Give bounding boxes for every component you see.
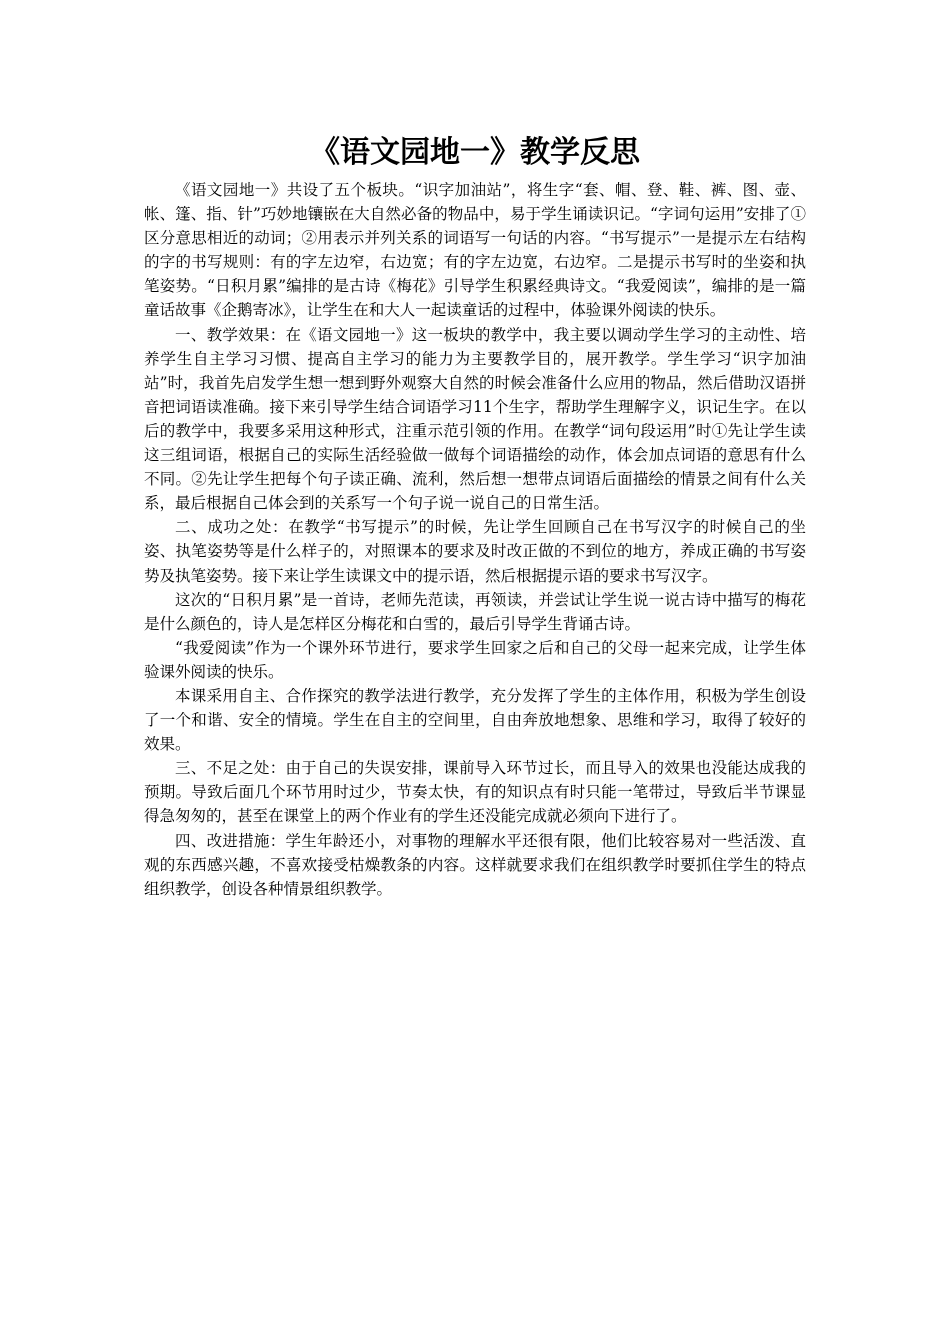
paragraph-intro: 《语文园地一》共设了五个板块。“识字加油站”，将生字“套、帽、登、鞋、裤、图、壶、帐、篷、指、针”巧妙地镶嵌在大自然必备的物品中，易于学生诵读识记。“字词句运用”安排了①区分意思相近的动词；②用表示并列关系的词语写一句话的内容。“书写提示”一是提示左右结构的字的书写规则：有的字左边窄，右边宽；有的字左边宽，右边窄。二是提示书写时的坐姿和执笔姿势。“日积月累”编排的是古诗《梅花》引导学生积累经典诗文。“我爱阅读”，编排的是一篇童话故事《企鹅寄冰》，让学生在和大人一起读童话的过程中，体验课外阅读的快乐。 — [144, 181, 806, 320]
document-title: 《语文园地一》教学反思 — [310, 135, 640, 170]
paragraph-teaching-effect: 一、教学效果：在《语文园地一》这一板块的教学中，我主要以调动学生学习的主动性、培养学生自主学习习惯、提高自主学习的能力为主要教学目的，展开教学。学生学习“识字加油站”时，我首先启发学生想一想到野外观察大自然的时候会准备什么应用的物品，然后借助汉语拼音把词语读准确。接下来引导学生结合词语学习11个生字，帮助学生理解字义，识记生字。在以后的教学中，我要多采用这种形式，注重示范引领的作用。在教学“词句段运用”时①先让学生读这三组词语，根据自己的实际生活经验做一做每个词语描绘的动作，体会加点词语的意思有什么不同。②先让学生把每个句子读正确、流利，然后想一想带点词语后面描绘的情景之间有什么关系，最后根据自己体会到的关系写一个句子说一说自己的日常生活。 — [144, 325, 806, 513]
paragraph-success: 二、成功之处：在教学“书写提示”的时候，先让学生回顾自己在书写汉字的时候自己的坐姿、执笔姿势等是什么样子的，对照课本的要求及时改正做的不到位的地方，养成正确的书写姿势及执笔姿势。接下来让学生读课文中的提示语，然后根据提示语的要求书写汉字。 — [144, 518, 806, 585]
paragraph-improvements: 四、改进措施：学生年龄还小，对事物的理解水平还很有限，他们比较容易对一些活泼、直观的东西感兴趣，不喜欢接受枯燥教条的内容。这样就要求我们在组织教学时要抓住学生的特点组织教学，创设各种情景组织教学。 — [144, 831, 806, 898]
paragraph-poem: 这次的“日积月累”是一首诗，老师先范读，再领读，并尝试让学生说一说古诗中描写的梅花是什么颜色的，诗人是怎样区分梅花和白雪的，最后引导学生背诵古诗。 — [144, 590, 806, 633]
document-body — [144, 178, 806, 901]
paragraph-reading: “我爱阅读”作为一个课外环节进行，要求学生回家之后和自己的父母一起来完成，让学生体验课外阅读的快乐。 — [144, 638, 806, 681]
paragraph-method: 本课采用自主、合作探究的教学法进行教学，充分发挥了学生的主体作用，积极为学生创设了一个和谐、安全的情境。学生在自主的空间里，自由奔放地想象、思维和学习，取得了较好的效果。 — [144, 686, 806, 754]
paragraph-shortcomings: 三、不足之处：由于自己的失误安排，课前导入环节过长，而且导入的效果也没能达成我的预期。导致后面几个环节用时过少，节奏太快，有的知识点有时只能一笔带过，导致后半节课显得急匆匆的，甚至在课堂上的两个作业有的学生还没能完成就必须向下进行了。 — [144, 759, 806, 826]
